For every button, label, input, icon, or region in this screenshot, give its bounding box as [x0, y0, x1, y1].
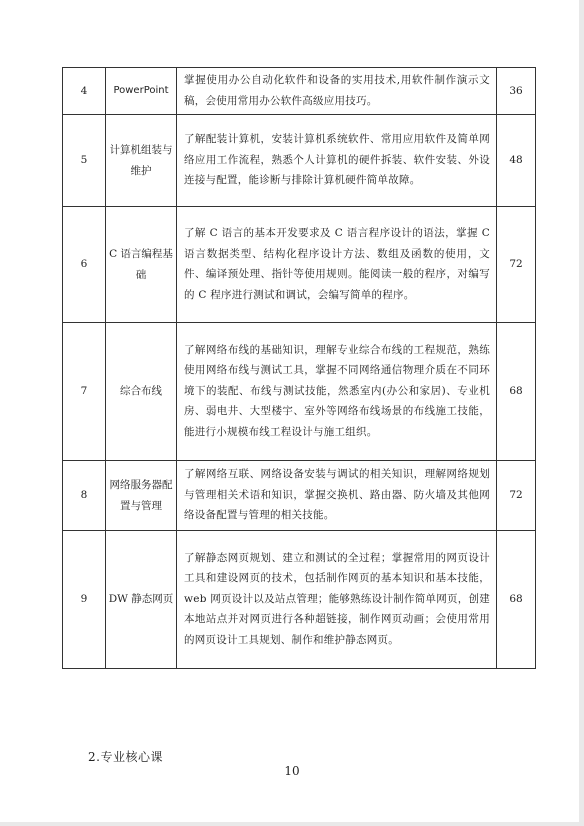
- table-row: [63, 531, 536, 669]
- course-name: [106, 68, 177, 115]
- course-number: 8: [63, 461, 106, 531]
- course-table: [62, 67, 536, 669]
- course-name: C 语言编程基础: [106, 207, 177, 323]
- course-number: 4: [63, 68, 106, 115]
- table-row: [63, 323, 536, 461]
- course-number: 5: [63, 115, 106, 207]
- course-hours: 72: [497, 207, 536, 323]
- course-description: 了解网络互联、网络设备安装与调试的相关知识，理解网络规划与管理相关术语和知识，掌握交换机、路由器、防火墙及其他网络设备配置与管理的相关技能。: [177, 461, 497, 531]
- course-hours: 72: [497, 461, 536, 531]
- course-name: 计算机组装与维护: [106, 115, 177, 207]
- page-edge-shadow: [579, 0, 584, 826]
- course-description: 了解配装计算机，安装计算机系统软件、常用应用软件及简单网络应用工作流程，熟悉个人计算机的硬件拆装、软件安装、外设连接与配置，能诊断与排除计算机硬件简单故障。: [177, 115, 497, 207]
- page-number: 10: [284, 764, 300, 778]
- course-hours: 68: [497, 323, 536, 461]
- table-row: [63, 68, 536, 115]
- table-row: [63, 207, 536, 323]
- course-hours: 68: [497, 531, 536, 669]
- course-number: 7: [63, 323, 106, 461]
- course-name: 网络服务器配置与管理: [106, 461, 177, 531]
- course-name: DW 静态网页: [106, 531, 177, 669]
- course-hours: 48: [497, 115, 536, 207]
- page-edge-shadow-bottom: [0, 822, 584, 826]
- course-description: 掌握使用办公自动化软件和设备的实用技术,用软件制作演示文稿，会使用常用办公软件高级应用技巧。: [177, 68, 497, 115]
- course-hours: 36: [497, 68, 536, 115]
- table-row: [63, 461, 536, 531]
- course-name: 综合布线: [106, 323, 177, 461]
- course-name-text: PowerPoint: [113, 85, 169, 97]
- course-number: 6: [63, 207, 106, 323]
- table-row: [63, 115, 536, 207]
- course-description: 了解 C 语言的基本开发要求及 C 语言程序设计的语法，掌握 C 语言数据类型、结构化程序设计方法、数组及函数的使用，文件、编译预处理、指针等使用规则。能阅读一般的程序，对编写的 C 程序进行测试和调试，会编写简单的程序。: [177, 207, 497, 323]
- course-number: 9: [63, 531, 106, 669]
- course-description: 了解网络布线的基础知识，理解专业综合布线的工程规范，熟练使用网络布线与测试工具，掌握不同网络通信物理介质在不同环境下的装配、布线与测试技能，然悉室内(办公和家居)、专业机房、弱电井、大型楼宇、室外等网络布线场景的布线施工技能，能进行小规模布线工程设计与施工组织。: [177, 323, 497, 461]
- section-heading: 2.专业核心课: [88, 750, 163, 764]
- course-description: 了解静态网页规划、建立和测试的全过程；掌握常用的网页设计工具和建设网页的技术，包括制作网页的基本知识和基本技能，web 网页设计以及站点管理；能够熟练设计制作简单网页，创建本地站点并对网页进行各种超链接，制作网页动画；会使用常用的网页设计工具规划、制作和维护静态网页。: [177, 531, 497, 669]
